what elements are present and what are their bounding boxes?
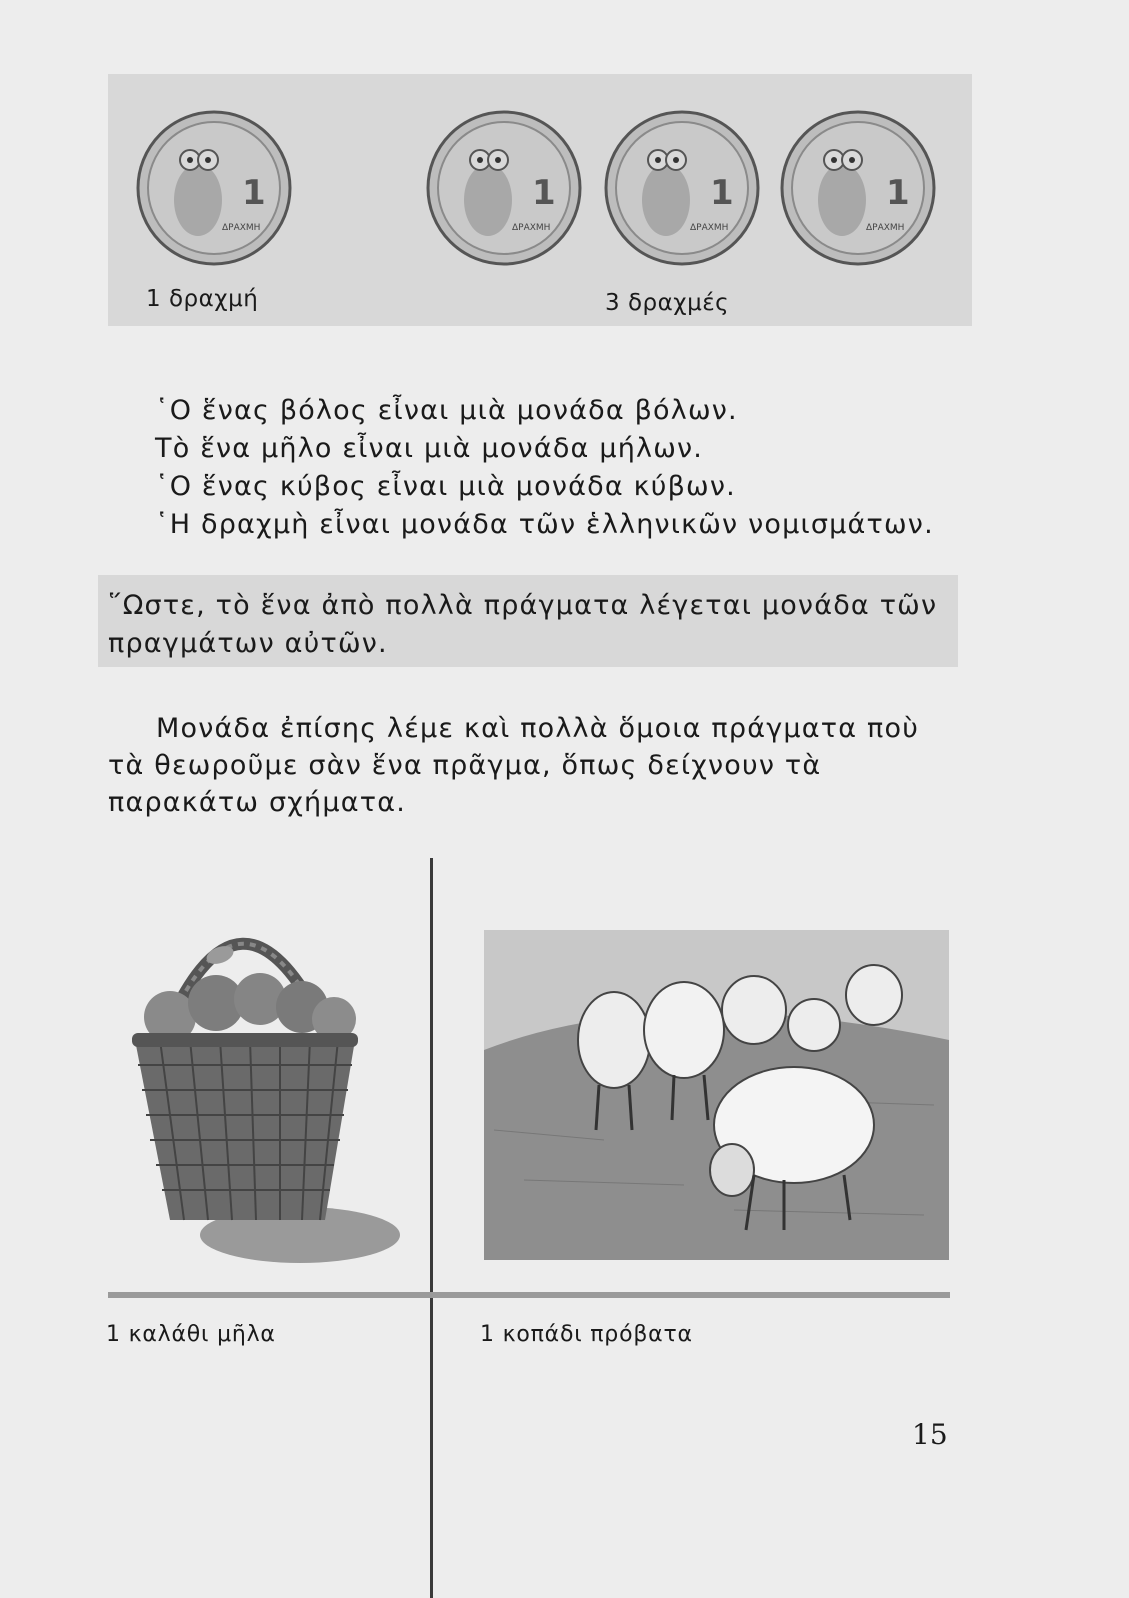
sentence: ῾Η δραχμὴ εἶναι μονάδα τῶν ἑλληνικῶν νομισμάτων. — [155, 509, 934, 540]
svg-text:1: 1 — [886, 173, 910, 213]
caption-three-drachmas: 3 δραχμές — [605, 290, 730, 316]
owl-icon — [642, 164, 690, 236]
svg-text:ΔΡΑΧΜΗ: ΔΡΑΧΜΗ — [690, 223, 729, 233]
owl-icon — [818, 164, 866, 236]
svg-text:ΔΡΑΧΜΗ: ΔΡΑΧΜΗ — [866, 223, 905, 233]
caption-flock: 1 κοπάδι πρόβατα — [480, 1322, 693, 1347]
drachma-coin-3 — [778, 108, 938, 268]
drachma-coin-2 — [602, 108, 762, 268]
unit-sentences — [155, 392, 934, 544]
svg-text:ΔΡΑΧΜΗ: ΔΡΑΧΜΗ — [512, 223, 551, 233]
sentence: Τὸ ἕνα μῆλο εἶναι μιὰ μονάδα μήλων. — [155, 433, 704, 464]
figure-divider — [430, 858, 433, 1598]
caption-basket: 1 καλάθι μῆλα — [106, 1322, 276, 1347]
explanation-paragraph — [108, 710, 958, 821]
page-number: 15 — [912, 1418, 948, 1451]
rule-statement: ῞Ωστε, τὸ ἕνα ἀπὸ πολλὰ πράγματα λέγεται μονάδα τῶν πραγμάτων αὐτῶν. — [108, 590, 938, 659]
sentence: ῾Ο ἕνας βόλος εἶναι μιὰ μονάδα βόλων. — [155, 395, 738, 426]
svg-text:1: 1 — [242, 173, 266, 213]
owl-icon — [174, 164, 222, 236]
svg-text:1: 1 — [532, 173, 556, 213]
drachma-coin-1 — [424, 108, 584, 268]
owl-icon — [464, 164, 512, 236]
svg-text:ΔΡΑΧΜΗ: ΔΡΑΧΜΗ — [222, 223, 261, 233]
paragraph-text: Μονάδα ἐπίσης λέμε καὶ πολλὰ ὅμοια πράγματα ποὺ τὰ θεωροῦμε σὰν ἕνα πρᾶγμα, ὅπως δείχνουν τὰ παρακάτω σχήματα. — [108, 713, 920, 818]
apple-basket-illustration — [120, 875, 420, 1275]
caption-one-drachma: 1 δραχμή — [146, 286, 259, 312]
drachma-coin-single — [134, 108, 294, 268]
figure-baseline — [108, 1292, 950, 1298]
svg-text:1: 1 — [710, 173, 734, 213]
sentence: ῾Ο ἕνας κύβος εἶναι μιὰ μονάδα κύβων. — [155, 471, 736, 502]
flock-of-sheep-illustration — [484, 930, 949, 1260]
